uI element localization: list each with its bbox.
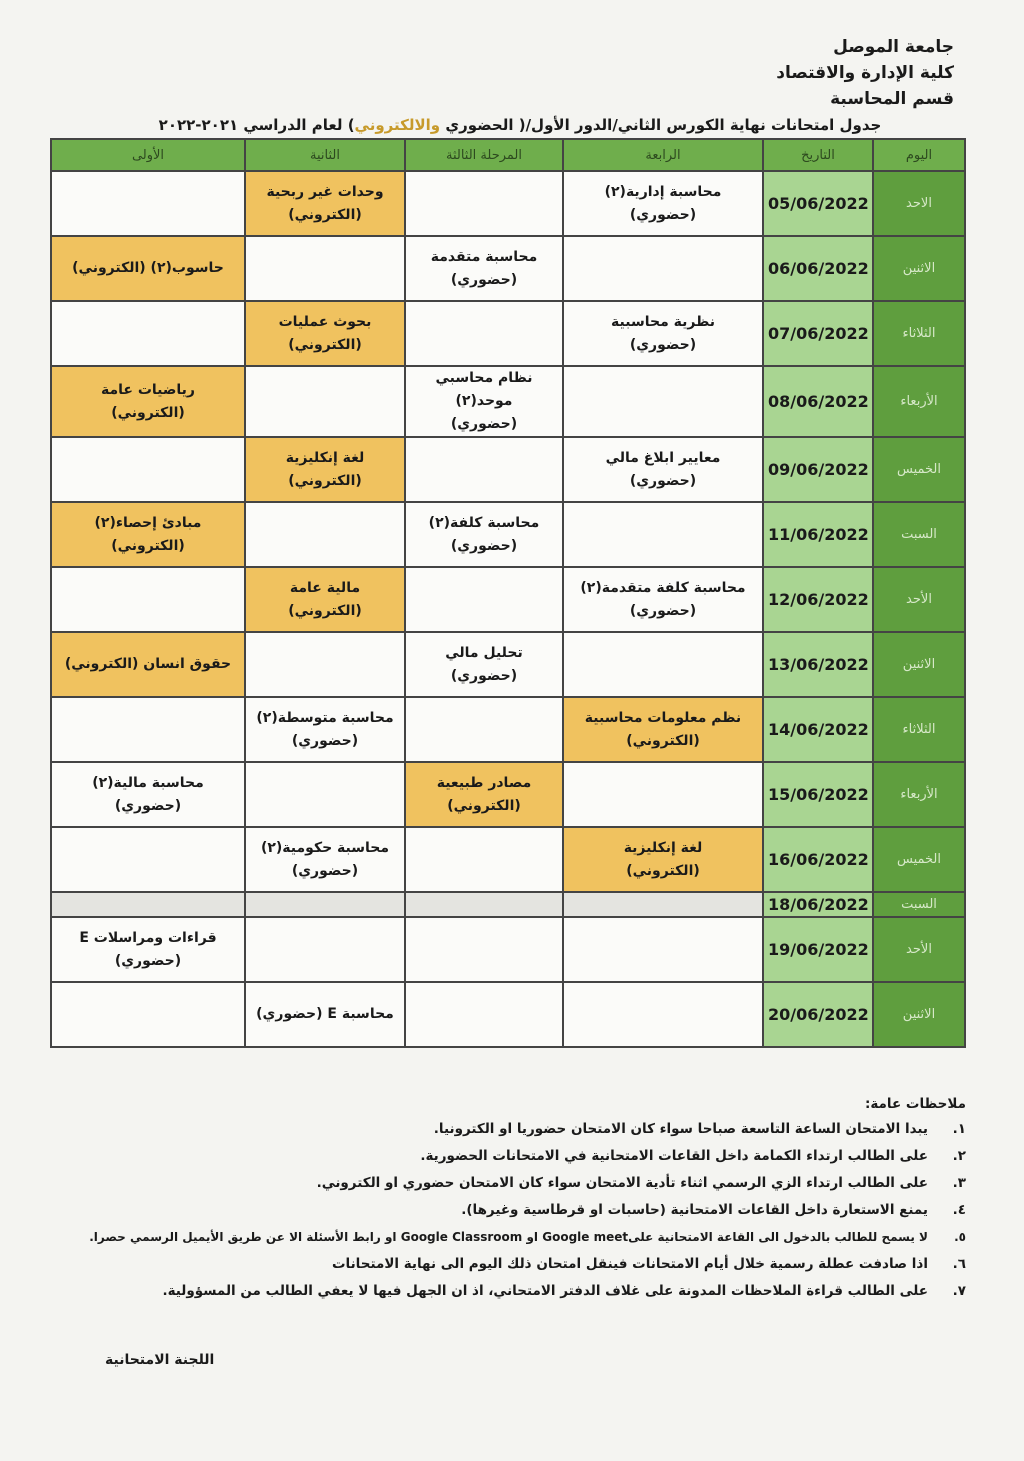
exam-cell [563, 697, 763, 762]
exam-committee-signature: اللجنة الامتحانية [105, 1352, 215, 1368]
table-row [51, 437, 965, 502]
notes-list [66, 1118, 966, 1303]
subject-name: معايير ابلاغ مالي [605, 449, 721, 466]
exam-mode: (الكتروني) [111, 404, 185, 421]
exam-cell [563, 301, 763, 366]
exam-cell [245, 892, 405, 917]
exam-cell [405, 502, 563, 567]
exam-cell [51, 171, 245, 236]
exam-cell [51, 567, 245, 632]
date-cell: 12/06/2022 [763, 567, 873, 632]
column-header: التاريخ [763, 139, 873, 171]
exam-cell [245, 917, 405, 982]
day-cell: الخميس [873, 827, 965, 892]
date-cell: 06/06/2022 [763, 236, 873, 301]
exam-mode: (حضوري) [114, 952, 182, 969]
document-header [776, 34, 954, 112]
date-cell: 11/06/2022 [763, 502, 873, 567]
day-cell: الأربعاء [873, 366, 965, 437]
exam-cell [563, 171, 763, 236]
day-cell: الاثنين [873, 982, 965, 1047]
day-cell: الاثنين [873, 236, 965, 301]
exam-cell [245, 502, 405, 567]
subject-name: نظم معلومات محاسبية [584, 709, 742, 726]
subject-name: محاسبة كلفة(٢) [428, 514, 540, 531]
day-cell: الأحد [873, 567, 965, 632]
note-item [66, 1226, 966, 1249]
exam-cell [51, 762, 245, 827]
day-cell: الأحد [873, 917, 965, 982]
subject-name: نظام محاسبي موحد(٢) [435, 370, 533, 409]
exam-mode: (حضوري) [450, 537, 518, 554]
exam-cell [405, 567, 563, 632]
exam-cell [245, 697, 405, 762]
exam-cell [563, 917, 763, 982]
day-cell: السبت [873, 892, 965, 917]
exam-mode: (حضوري) [450, 271, 518, 288]
exam-mode: (حضوري) [629, 472, 697, 489]
exam-cell [51, 437, 245, 502]
column-header: الرابعة [563, 139, 763, 171]
exam-mode: (حضوري) [629, 206, 697, 223]
exam-mode: (حضوري) [450, 667, 518, 684]
exam-mode: (الكتروني) [447, 797, 521, 814]
day-cell: الخميس [873, 437, 965, 502]
exam-cell [405, 827, 563, 892]
subject-name: تحليل مالي [445, 644, 523, 661]
note-text: على الطالب قراءة الملاحظات المدونة على غلاف الدفتر الامتحاني، اذ ان الجهل فيها لا يعفي الطالب من المسؤولية. [162, 1283, 928, 1299]
subject-name: محاسبة متقدمة [430, 248, 538, 265]
note-number: ٤. [952, 1202, 966, 1218]
column-header: الثانية [245, 139, 405, 171]
note-item [66, 1199, 966, 1222]
table-row [51, 567, 965, 632]
exam-cell [563, 502, 763, 567]
exam-cell [245, 567, 405, 632]
exam-cell [405, 236, 563, 301]
note-item [66, 1118, 966, 1141]
note-number: ٣. [952, 1175, 966, 1191]
date-cell: 20/06/2022 [763, 982, 873, 1047]
column-header: اليوم [873, 139, 965, 171]
exam-mode: (الكتروني) [626, 862, 700, 879]
subject-name: مبادئ إحصاء(٢) [94, 514, 202, 531]
exam-cell [51, 366, 245, 437]
subject-name: حقوق انسان (الكتروني) [64, 656, 232, 672]
exam-cell [245, 236, 405, 301]
college-name: كلية الإدارة والاقتصاد [776, 63, 954, 83]
table-row [51, 366, 965, 437]
table-row [51, 827, 965, 892]
note-text: اذا صادفت عطلة رسمية خلال أيام الامتحانات فينقل امتحان ذلك اليوم الى نهاية الامتحانات [331, 1256, 928, 1272]
note-item [66, 1253, 966, 1276]
note-text: لا يسمح للطالب بالدخول الى القاعة الامتحانية علىGoogle meet او Google Classroom او رابط الأسئلة الا عن طريق الأيميل الرسمي حصرا. [89, 1230, 928, 1244]
note-number: ٧. [952, 1283, 966, 1299]
exam-mode: (حضوري) [450, 416, 518, 432]
date-cell: 08/06/2022 [763, 366, 873, 437]
date-cell: 05/06/2022 [763, 171, 873, 236]
note-text: يبدا الامتحان الساعة التاسعة صباحا سواء كان الامتحان حضوريا او الكترونيا. [433, 1121, 928, 1137]
note-item [66, 1145, 966, 1168]
exam-mode: (حضوري) [114, 797, 182, 814]
title-highlight: والالكتروني [354, 116, 441, 134]
exam-cell [51, 917, 245, 982]
exam-cell [51, 502, 245, 567]
date-cell: 14/06/2022 [763, 697, 873, 762]
date-cell: 18/06/2022 [763, 892, 873, 917]
exam-cell [51, 301, 245, 366]
exam-mode: (حضوري) [291, 862, 359, 879]
table-row [51, 236, 965, 301]
exam-mode: (الكتروني) [288, 472, 362, 489]
exam-cell [563, 366, 763, 437]
exam-cell [51, 827, 245, 892]
table-row [51, 917, 965, 982]
date-cell: 15/06/2022 [763, 762, 873, 827]
note-number: ٢. [952, 1148, 966, 1164]
exam-cell [405, 171, 563, 236]
subject-name: نظرية محاسبية [611, 313, 715, 330]
exam-cell [563, 236, 763, 301]
exam-cell [51, 892, 245, 917]
exam-cell [51, 697, 245, 762]
table-row [51, 982, 965, 1047]
subject-name: حاسوب(٢) (الكتروني) [72, 260, 224, 276]
exam-cell [563, 827, 763, 892]
exam-mode: (حضوري) [629, 602, 697, 619]
table-row [51, 502, 965, 567]
table-row [51, 171, 965, 236]
note-text: على الطالب ارتداء الكمامة داخل القاعات الامتحانية في الامتحانات الحضورية. [420, 1148, 928, 1164]
exam-cell [563, 892, 763, 917]
university-name: جامعة الموصل [833, 37, 954, 57]
subject-name: لغة إنكليزية [623, 839, 703, 856]
exam-schedule-table [50, 138, 966, 1048]
note-number: ١. [952, 1121, 966, 1137]
exam-cell [563, 762, 763, 827]
day-cell: السبت [873, 502, 965, 567]
note-text: على الطالب ارتداء الزي الرسمي اثناء تأدية الامتحان سواء كان الامتحان حضوري او الكتروني. [316, 1175, 928, 1191]
subject-name: مصادر طبيعية [436, 774, 532, 791]
exam-mode: (الكتروني) [111, 537, 185, 554]
table-row [51, 301, 965, 366]
general-notes [66, 1093, 966, 1307]
exam-cell [245, 171, 405, 236]
note-number: ٦. [952, 1256, 966, 1272]
exam-cell [405, 301, 563, 366]
subject-name: قراءات ومراسلات E [79, 929, 217, 946]
subject-name: محاسبة كلفة متقدمة(٢) [580, 579, 746, 596]
note-item [66, 1280, 966, 1303]
schedule-title [150, 116, 890, 134]
note-text: يمنع الاستعارة داخل القاعات الامتحانية (حاسبات او قرطاسية وغيرها). [461, 1202, 928, 1218]
exam-cell [405, 366, 563, 437]
exam-mode: (حضوري) [629, 336, 697, 353]
exam-cell [563, 567, 763, 632]
exam-cell [405, 892, 563, 917]
exam-mode: (الكتروني) [288, 206, 362, 223]
exam-cell [563, 632, 763, 697]
subject-name: محاسبة حكومية(٢) [260, 839, 390, 856]
exam-cell [563, 982, 763, 1047]
table-row [51, 762, 965, 827]
exam-cell [51, 982, 245, 1047]
exam-cell [245, 982, 405, 1047]
department-name: قسم المحاسبة [830, 89, 954, 109]
exam-cell [245, 301, 405, 366]
exam-mode: (الكتروني) [288, 336, 362, 353]
date-cell: 13/06/2022 [763, 632, 873, 697]
exam-cell [405, 982, 563, 1047]
table-header-row [51, 139, 965, 171]
exam-cell [405, 632, 563, 697]
date-cell: 07/06/2022 [763, 301, 873, 366]
exam-cell [405, 762, 563, 827]
date-cell: 16/06/2022 [763, 827, 873, 892]
day-cell: الثلاثاء [873, 697, 965, 762]
exam-cell [405, 697, 563, 762]
subject-name: محاسبة E (حضوري) [256, 1006, 394, 1022]
table-row [51, 697, 965, 762]
exam-cell [245, 827, 405, 892]
subject-name: رياضيات عامة [101, 381, 195, 398]
exam-mode: (الكتروني) [288, 602, 362, 619]
exam-cell [405, 437, 563, 502]
day-cell: الاحد [873, 171, 965, 236]
title-text-end: ) لعام الدراسي ٢٠٢١-٢٠٢٢ [158, 116, 355, 134]
exam-mode: (الكتروني) [626, 732, 700, 749]
subject-name: لغة إنكليزية [285, 449, 365, 466]
exam-cell [245, 437, 405, 502]
subject-name: محاسبة مالية(٢) [92, 774, 204, 791]
subject-name: مالية عامة [289, 579, 361, 596]
table-row [51, 892, 965, 917]
exam-mode: (حضوري) [291, 732, 359, 749]
subject-name: وحدات غير ربحية [266, 183, 384, 200]
column-header: المرحلة الثالثة [405, 139, 563, 171]
day-cell: الثلاثاء [873, 301, 965, 366]
exam-cell [51, 632, 245, 697]
table-row [51, 632, 965, 697]
date-cell: 09/06/2022 [763, 437, 873, 502]
notes-heading: ملاحظات عامة: [864, 1096, 966, 1112]
exam-cell [405, 917, 563, 982]
exam-cell [563, 437, 763, 502]
subject-name: بحوث عمليات [278, 313, 372, 330]
note-number: ٥. [954, 1230, 966, 1244]
note-item [66, 1172, 966, 1195]
exam-cell [245, 762, 405, 827]
table-body [51, 171, 965, 1047]
exam-cell [245, 632, 405, 697]
column-header: الأولى [51, 139, 245, 171]
date-cell: 19/06/2022 [763, 917, 873, 982]
subject-name: محاسبة إدارية(٢) [604, 183, 722, 200]
day-cell: الاثنين [873, 632, 965, 697]
exam-cell [51, 236, 245, 301]
subject-name: محاسبة متوسطة(٢) [256, 709, 394, 726]
exam-cell [245, 366, 405, 437]
title-text: جدول امتحانات نهاية الكورس الثاني/الدور الأول/( الحضوري [440, 116, 882, 134]
day-cell: الأربعاء [873, 762, 965, 827]
